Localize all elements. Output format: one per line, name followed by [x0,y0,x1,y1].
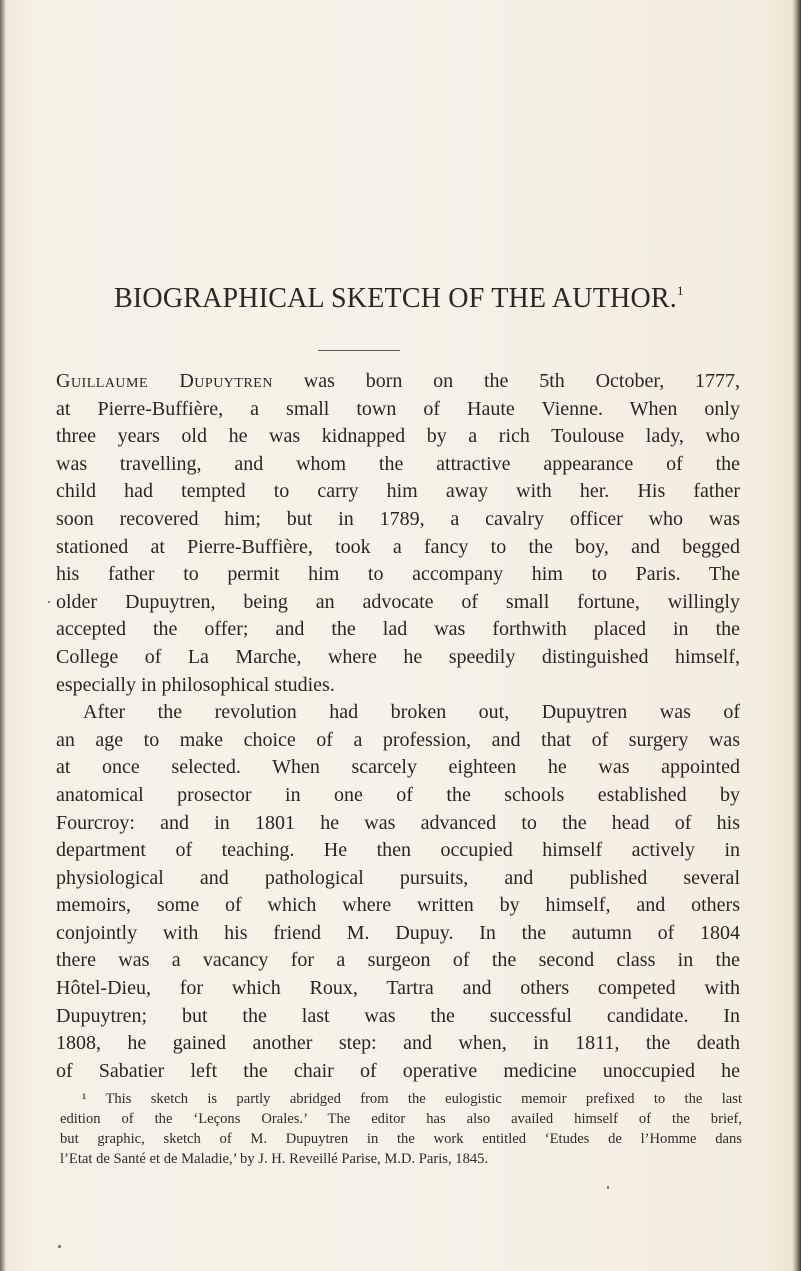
body-line: three years old he was kidnapped by a rich Toulouse lady, who [56,425,740,448]
body-line: older Dupuytren, being an advocate of small fortune, willingly [56,590,740,613]
body-line: 1808, he gained another step: and when, in 1811, the death [56,1032,740,1055]
body-line: College of La Marche, where he speedily distinguished himself, [56,645,740,668]
body-line: conjointly with his friend M. Dupuy. In the autumn of 1804 [56,921,740,944]
footnote-line: l’Etat de Santé et de Maladie,’ by J. H. Reveillé Parise, M.D. Paris, 1845. [60,1151,489,1167]
body-line: an age to make choice of a profession, and that of surgery was [56,728,740,751]
body-line: After the revolution had broken out, Dupuytren was of [83,701,740,724]
footnote-line: edition of the ‘Leçons Orales.’ The editor has also availed himself of the brief, [60,1111,742,1127]
body-line: at Pierre-Buffière, a small town of Haute Vienne. When only [56,397,740,420]
paper-speck [607,1186,609,1189]
body-line: especially in philosophical studies. [56,673,335,696]
body-line: accepted the offer; and the lad was forthwith placed in the [56,618,740,641]
body-line [56,368,740,396]
body-line: his father to permit him to accompany him to Paris. The [56,563,740,586]
body-line: of Sabatier left the chair of operative medicine unoccupied he [56,1059,740,1082]
body-line: at once selected. When scarcely eighteen he was appointed [56,756,740,779]
body-line: Fourcroy: and in 1801 he was advanced to the head of his [56,811,740,834]
body-line: child had tempted to carry him away with her. His father [56,480,740,503]
footnote-line: but graphic, sketch of M. Dupuytren in the work entitled ‘Etudes de l’Homme dans [60,1131,742,1147]
paper-speck [58,1245,61,1248]
body-line: Hôtel-Dieu, for which Roux, Tartra and others competed with [56,977,740,1000]
body-line: physiological and pathological pursuits, and published several [56,866,740,889]
body-line: was travelling, and whom the attractive appearance of the [56,452,740,475]
body-line: memoirs, some of which where written by himself, and others [56,894,740,917]
page-title-text: BIOGRAPHICAL SKETCH OF THE AUTHOR. [114,283,677,314]
body-line: department of teaching. He then occupied himself actively in [56,839,740,862]
body-line: there was a vacancy for a surgeon of the second class in the [56,949,740,972]
footnote [60,1089,742,1169]
footnote-line: ¹ This sketch is partly abridged from the eulogistic memoir prefixed to the last [82,1091,742,1107]
paper-speck [48,601,50,603]
body-line: soon recovered him; but in 1789, a cavalry officer who was [56,507,740,530]
title-divider [318,350,400,351]
binding-gutter [0,0,6,1271]
body-line-text: was born on the 5th October, 1777, [272,370,740,392]
body-line: Dupuytren; but the last was the successful candidate. In [56,1004,740,1027]
author-name: Guillaume Dupuytren [56,370,273,392]
page-edge [792,0,801,1271]
title-footnote-marker: 1 [676,283,684,298]
body-line: anatomical prosector in one of the schools established by [56,783,740,806]
body-line: stationed at Pierre-Buffière, took a fancy to the boy, and begged [56,535,740,558]
page-title [114,283,714,315]
body-text [56,368,740,1085]
